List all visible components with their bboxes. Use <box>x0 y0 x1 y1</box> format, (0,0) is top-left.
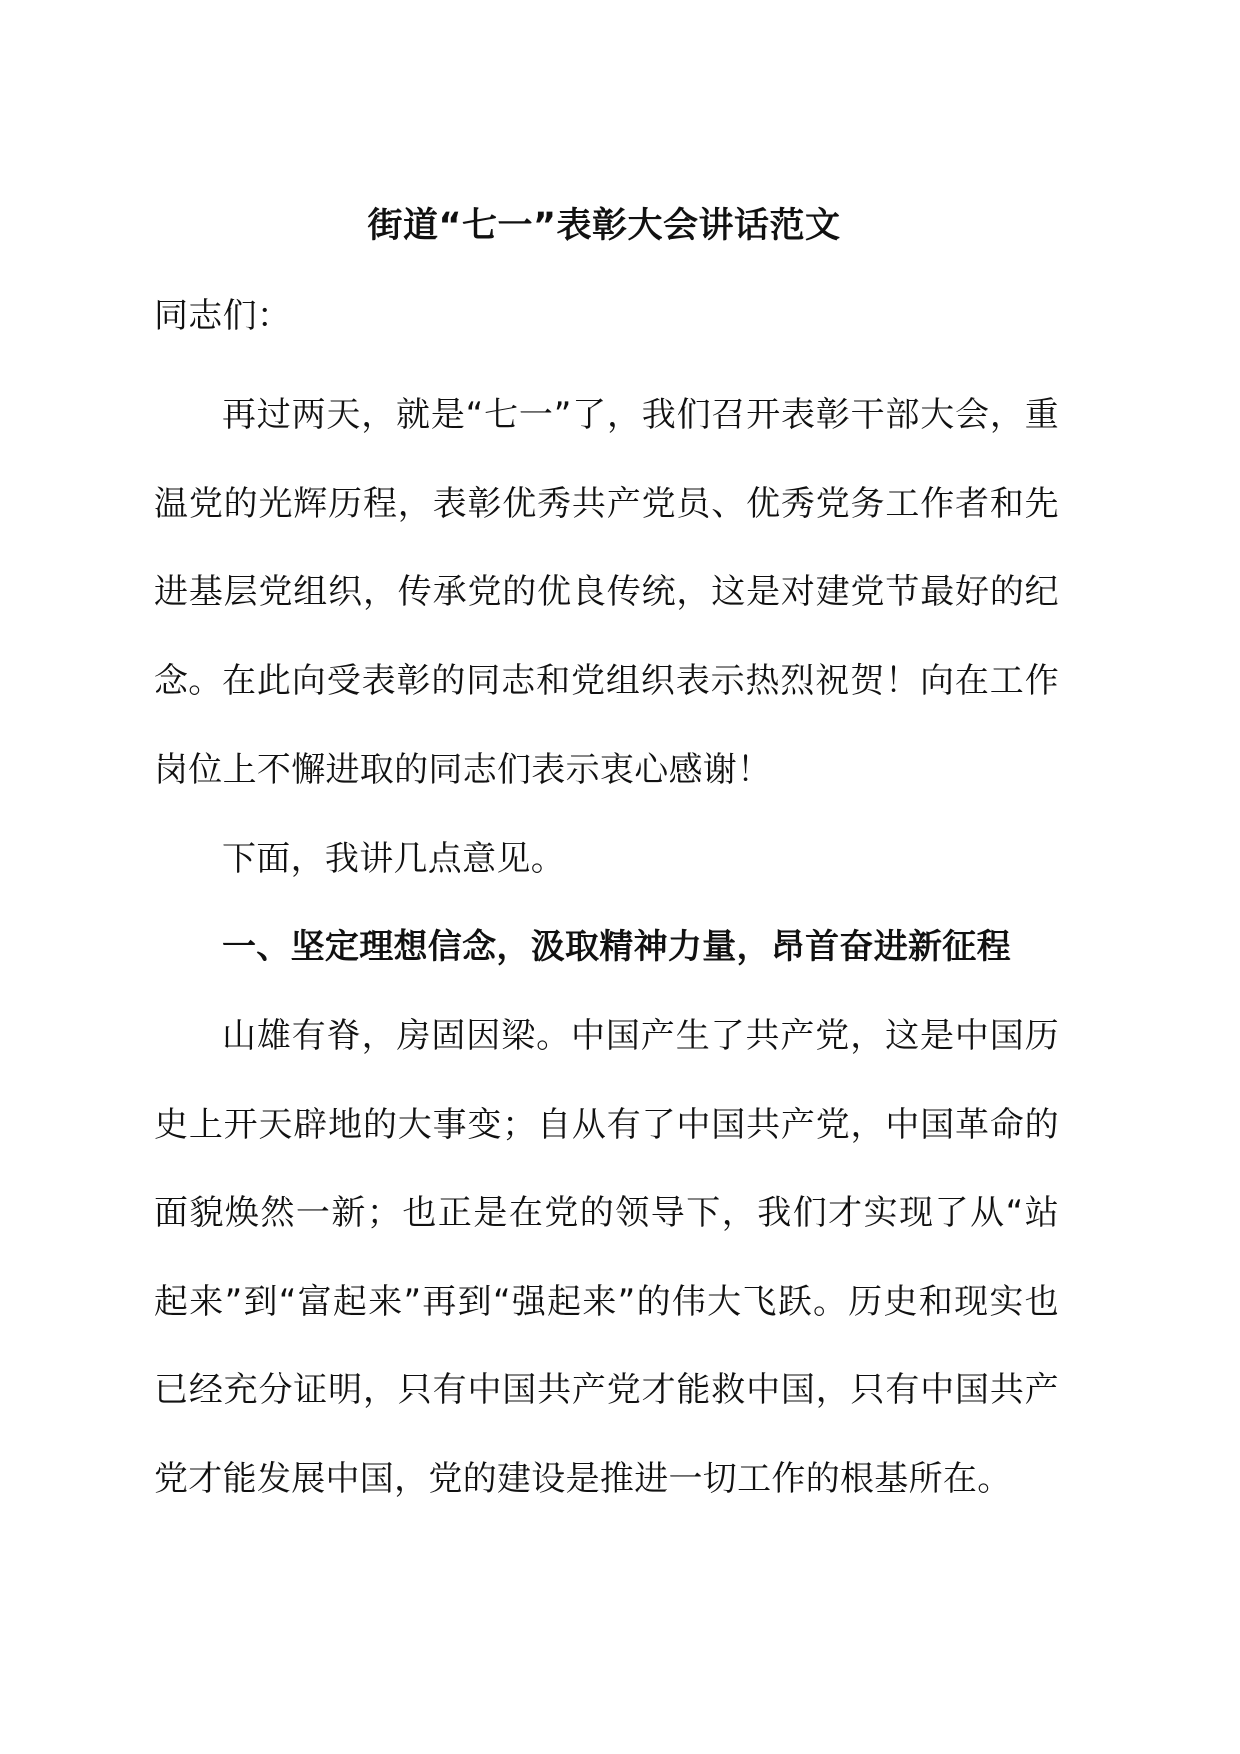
document-title: 街道“七一”表彰大会讲话范文 <box>367 206 841 246</box>
paragraph-2: 在此向受表彰的同志和党组织表示热烈祝贺！向在工作岗位上不懈进取的同志们表示衷心感谢！ <box>154 661 1059 790</box>
section-paragraph-1: 山雄有脊，房固因梁。中国产生了共产党，这是中国历史上开天辟地的大事变；自从有了中国共产党，中国革命的面貌焕然一新；也正是在党的领导下，我们才实现了从“站起来”到“富起来”再到“强起来”的伟大飞跃。历史和现实也已经充分证明，只有中国共产党才能救中国，只有中国共产党才能发展中国，党的建设是推进一切工作的根基所在。 <box>154 1016 1059 1499</box>
paragraph-3: 下面，我讲几点意见。 <box>222 839 565 879</box>
paragraph-1: 再过两天，就是“七一”了，我们召开表彰干部大会，重温党的光辉历程，表彰优秀共产党员、优秀党务工作者和先进基层党组织，传承党的优良传统，这是对建党节最好的纪念。 <box>154 395 1059 701</box>
salutation: 同志们： <box>154 296 292 336</box>
section-heading: 一、坚定理想信念，汲取精神力量，昂首奋进新征程 <box>222 927 1011 967</box>
